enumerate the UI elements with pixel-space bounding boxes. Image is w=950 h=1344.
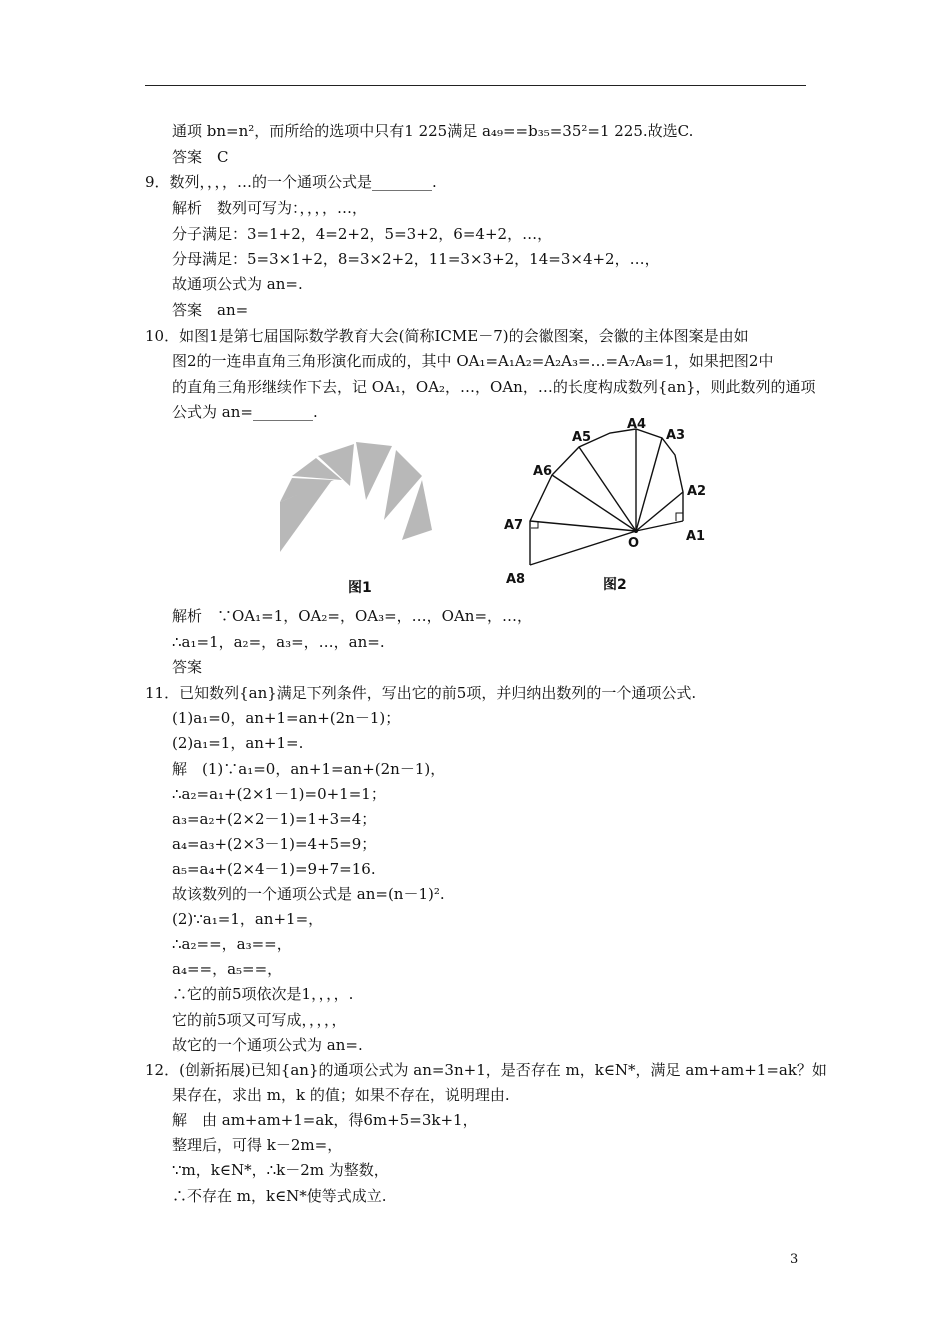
text-line: 故通项公式为 an=. — [172, 275, 303, 293]
segment-OA3 — [636, 438, 662, 531]
text-line: 的直角三角形继续作下去，记 OA₁，OA₂，…，OAn，…的长度构成数列{an}，则此数列的通项 — [172, 378, 816, 396]
text-line: 故它的一个通项公式为 an=. — [172, 1036, 363, 1054]
right-angle-mark — [676, 513, 683, 521]
problem-12-stem: 12．(创新拓展)已知{an}的通项公式为 an=3n+1，是否存在 m，k∈N*，满足 am+am+1=ak？如 — [145, 1061, 827, 1079]
text-line: ∴a₂=a₁+(2×1－1)=0+1=1； — [172, 785, 386, 803]
label-A3: A3 — [666, 428, 686, 443]
text-line: a₄=a₃+(2×3－1)=4+5=9； — [172, 835, 377, 853]
label-O: O — [628, 536, 640, 551]
text-line: ∵m，k∈N*，∴k－2m 为整数， — [172, 1161, 389, 1179]
text-line: 解 (1)∵a₁=0，an+1=an+(2n－1)， — [172, 760, 446, 778]
text-line: 图2的一连串直角三角形演化而成的，其中 OA₁=A₁A₂=A₂A₃=…=A₇A₈=1，如果把图2中 — [172, 352, 774, 370]
label-A5: A5 — [572, 430, 592, 445]
text-line: 解析 ∵OA₁=1，OA₂=，OA₃=，…，OAn=，…， — [172, 607, 533, 625]
label-A7: A7 — [504, 518, 524, 533]
figure-1-caption: 图1 — [348, 580, 372, 596]
point-O — [634, 529, 638, 533]
text-line: 分母满足：5=3×1+2，8=3×2+2，11=3×3+2，14=3×4+2，…， — [172, 250, 660, 268]
segment-OA2 — [636, 492, 683, 531]
text-line: 答案 C — [172, 148, 229, 166]
problem-11-stem: 11．已知数列{an}满足下列条件，写出它的前5项，并归纳出数列的一个通项公式. — [145, 684, 697, 702]
label-A6: A6 — [533, 464, 553, 479]
segment-OA5 — [579, 447, 636, 531]
fig1-wedge — [356, 442, 392, 500]
label-A1: A1 — [686, 529, 706, 544]
segment-OA6 — [552, 475, 636, 531]
text-line: 整理后，可得 k－2m=， — [172, 1136, 343, 1154]
label-A2: A2 — [687, 484, 707, 499]
text-line: 公式为 an=________. — [172, 403, 318, 421]
text-line: ∴不存在 m，k∈N*使等式成立. — [172, 1187, 387, 1205]
text-line: 通项 bn=n²，而所给的选项中只有1 225满足 a₄₉==b₃₅=35²=1 225.故选C. — [172, 122, 694, 140]
text-line: ∴它的前5项依次是1，，，，. — [172, 985, 354, 1003]
text-line: (2)a₁=1，an+1=. — [172, 734, 304, 752]
text-line: (2)∵a₁=1，an+1=， — [172, 910, 324, 928]
page-number: 3 — [790, 1252, 799, 1267]
text-line: a₃=a₂+(2×2－1)=1+3=4； — [172, 810, 377, 828]
text-line: a₄==，a₅==， — [172, 960, 283, 978]
label-A8: A8 — [506, 572, 526, 587]
segment-OA8 — [530, 531, 636, 565]
header-rule — [145, 85, 806, 86]
text-line: 故该数列的一个通项公式是 an=(n－1)². — [172, 885, 445, 903]
text-line: 答案 an= — [172, 301, 249, 319]
figure-2-diagram — [500, 417, 730, 590]
label-A4: A4 — [627, 417, 647, 432]
figure-1-logo — [272, 440, 442, 555]
text-line: 解析 数列可写为：，，，，…， — [172, 199, 368, 217]
text-line: (1)a₁=0，an+1=an+(2n－1)； — [172, 709, 401, 727]
figure-2-caption: 图2 — [603, 577, 627, 593]
problem-10-stem: 10．如图1是第七届国际数学教育大会(简称ICME－7)的会徽图案，会徽的主体图案是由如 — [145, 327, 749, 345]
text-line: 答案 — [172, 658, 203, 676]
text-line: 果存在，求出 m，k 的值；如果不存在，说明理由. — [172, 1086, 510, 1104]
text-line: 分子满足：3=1+2，4=2+2，5=3+2，6=4+2，…， — [172, 225, 553, 243]
text-line: 它的前5项又可写成，，，，， — [172, 1011, 347, 1029]
text-line: ∴a₁=1，a₂=，a₃=，…，an=. — [172, 633, 385, 651]
text-line: 解 由 am+am+1=ak，得6m+5=3k+1， — [172, 1111, 478, 1129]
problem-9-stem: 9．数列，，，，…的一个通项公式是________. — [145, 173, 437, 191]
segment-OA7 — [530, 521, 636, 531]
text-line: a₅=a₄+(2×4－1)=9+7=16. — [172, 860, 376, 878]
text-line: ∴a₂==，a₃==， — [172, 935, 292, 953]
outer-polygon — [530, 428, 686, 565]
